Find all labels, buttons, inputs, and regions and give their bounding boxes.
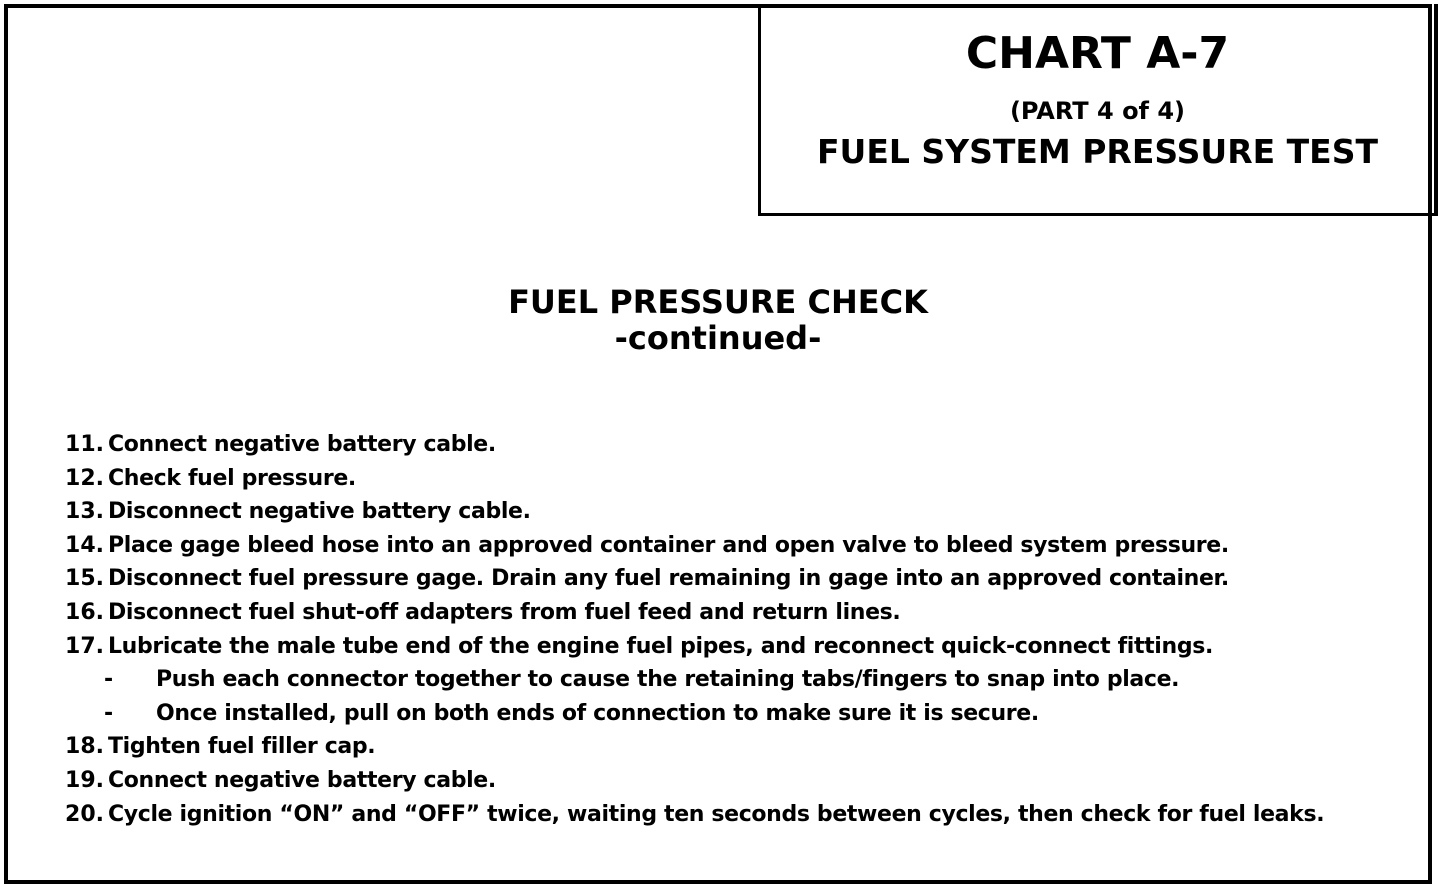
step-text: Connect negative battery cable. bbox=[108, 767, 496, 793]
sub-step-text: Once installed, pull on both ends of connection to make sure it is secure. bbox=[156, 700, 1039, 726]
sub-step-item bbox=[8, 697, 1428, 731]
sub-step-text: Push each connector together to cause the retaining tabs/fingers to snap into place. bbox=[156, 667, 1180, 693]
step-text: Cycle ignition “ON” and “OFF” twice, waiting ten seconds between cycles, then check for fuel leaks. bbox=[108, 801, 1325, 827]
step-text: Disconnect fuel pressure gage. Drain any fuel remaining in gage into an approved container. bbox=[108, 566, 1229, 592]
step-item bbox=[8, 764, 1428, 798]
step-number: 11. bbox=[65, 432, 104, 457]
section-continued-label: -continued- bbox=[614, 319, 822, 357]
section-title: FUEL PRESSURE CHECK bbox=[508, 283, 928, 321]
bullet-dash: - bbox=[104, 667, 114, 693]
procedure-steps-list bbox=[8, 428, 1428, 831]
step-text: Tighten fuel filler cap. bbox=[108, 734, 376, 760]
step-item bbox=[8, 630, 1428, 664]
step-text: Disconnect negative battery cable. bbox=[108, 499, 531, 525]
step-number: 13. bbox=[65, 499, 104, 525]
step-text: Lubricate the male tube end of the engine fuel pipes, and reconnect quick-connect fittings. bbox=[108, 633, 1213, 659]
chart-title-box bbox=[758, 4, 1438, 216]
step-number: 14. bbox=[65, 532, 104, 558]
chart-title: CHART A-7 bbox=[965, 28, 1230, 79]
chart-page bbox=[4, 4, 1432, 884]
step-number: 12. bbox=[65, 465, 104, 491]
step-item bbox=[8, 529, 1428, 563]
step-text: Disconnect fuel shut-off adapters from fuel feed and return lines. bbox=[108, 599, 901, 625]
step-item bbox=[8, 562, 1428, 596]
step-item bbox=[8, 428, 1428, 462]
step-item bbox=[8, 462, 1428, 496]
sub-step-item bbox=[8, 663, 1428, 697]
step-number: 20. bbox=[65, 801, 104, 827]
chart-part-label: (PART 4 of 4) bbox=[1009, 97, 1186, 125]
step-number: 17. bbox=[65, 633, 104, 659]
step-item bbox=[8, 495, 1428, 529]
step-number: 19. bbox=[65, 767, 104, 793]
step-item bbox=[8, 798, 1428, 832]
step-number: 18. bbox=[65, 734, 104, 760]
step-item bbox=[8, 730, 1428, 764]
step-item bbox=[8, 596, 1428, 630]
section-heading bbox=[8, 284, 1428, 356]
bullet-dash: - bbox=[104, 700, 114, 726]
step-number: 15. bbox=[65, 566, 104, 592]
chart-subtitle: FUEL SYSTEM PRESSURE TEST bbox=[817, 132, 1378, 171]
step-text: Connect negative battery cable. bbox=[108, 432, 496, 457]
step-number: 16. bbox=[65, 599, 104, 625]
step-text: Check fuel pressure. bbox=[108, 465, 356, 491]
step-text: Place gage bleed hose into an approved container and open valve to bleed system pressure. bbox=[108, 532, 1229, 558]
